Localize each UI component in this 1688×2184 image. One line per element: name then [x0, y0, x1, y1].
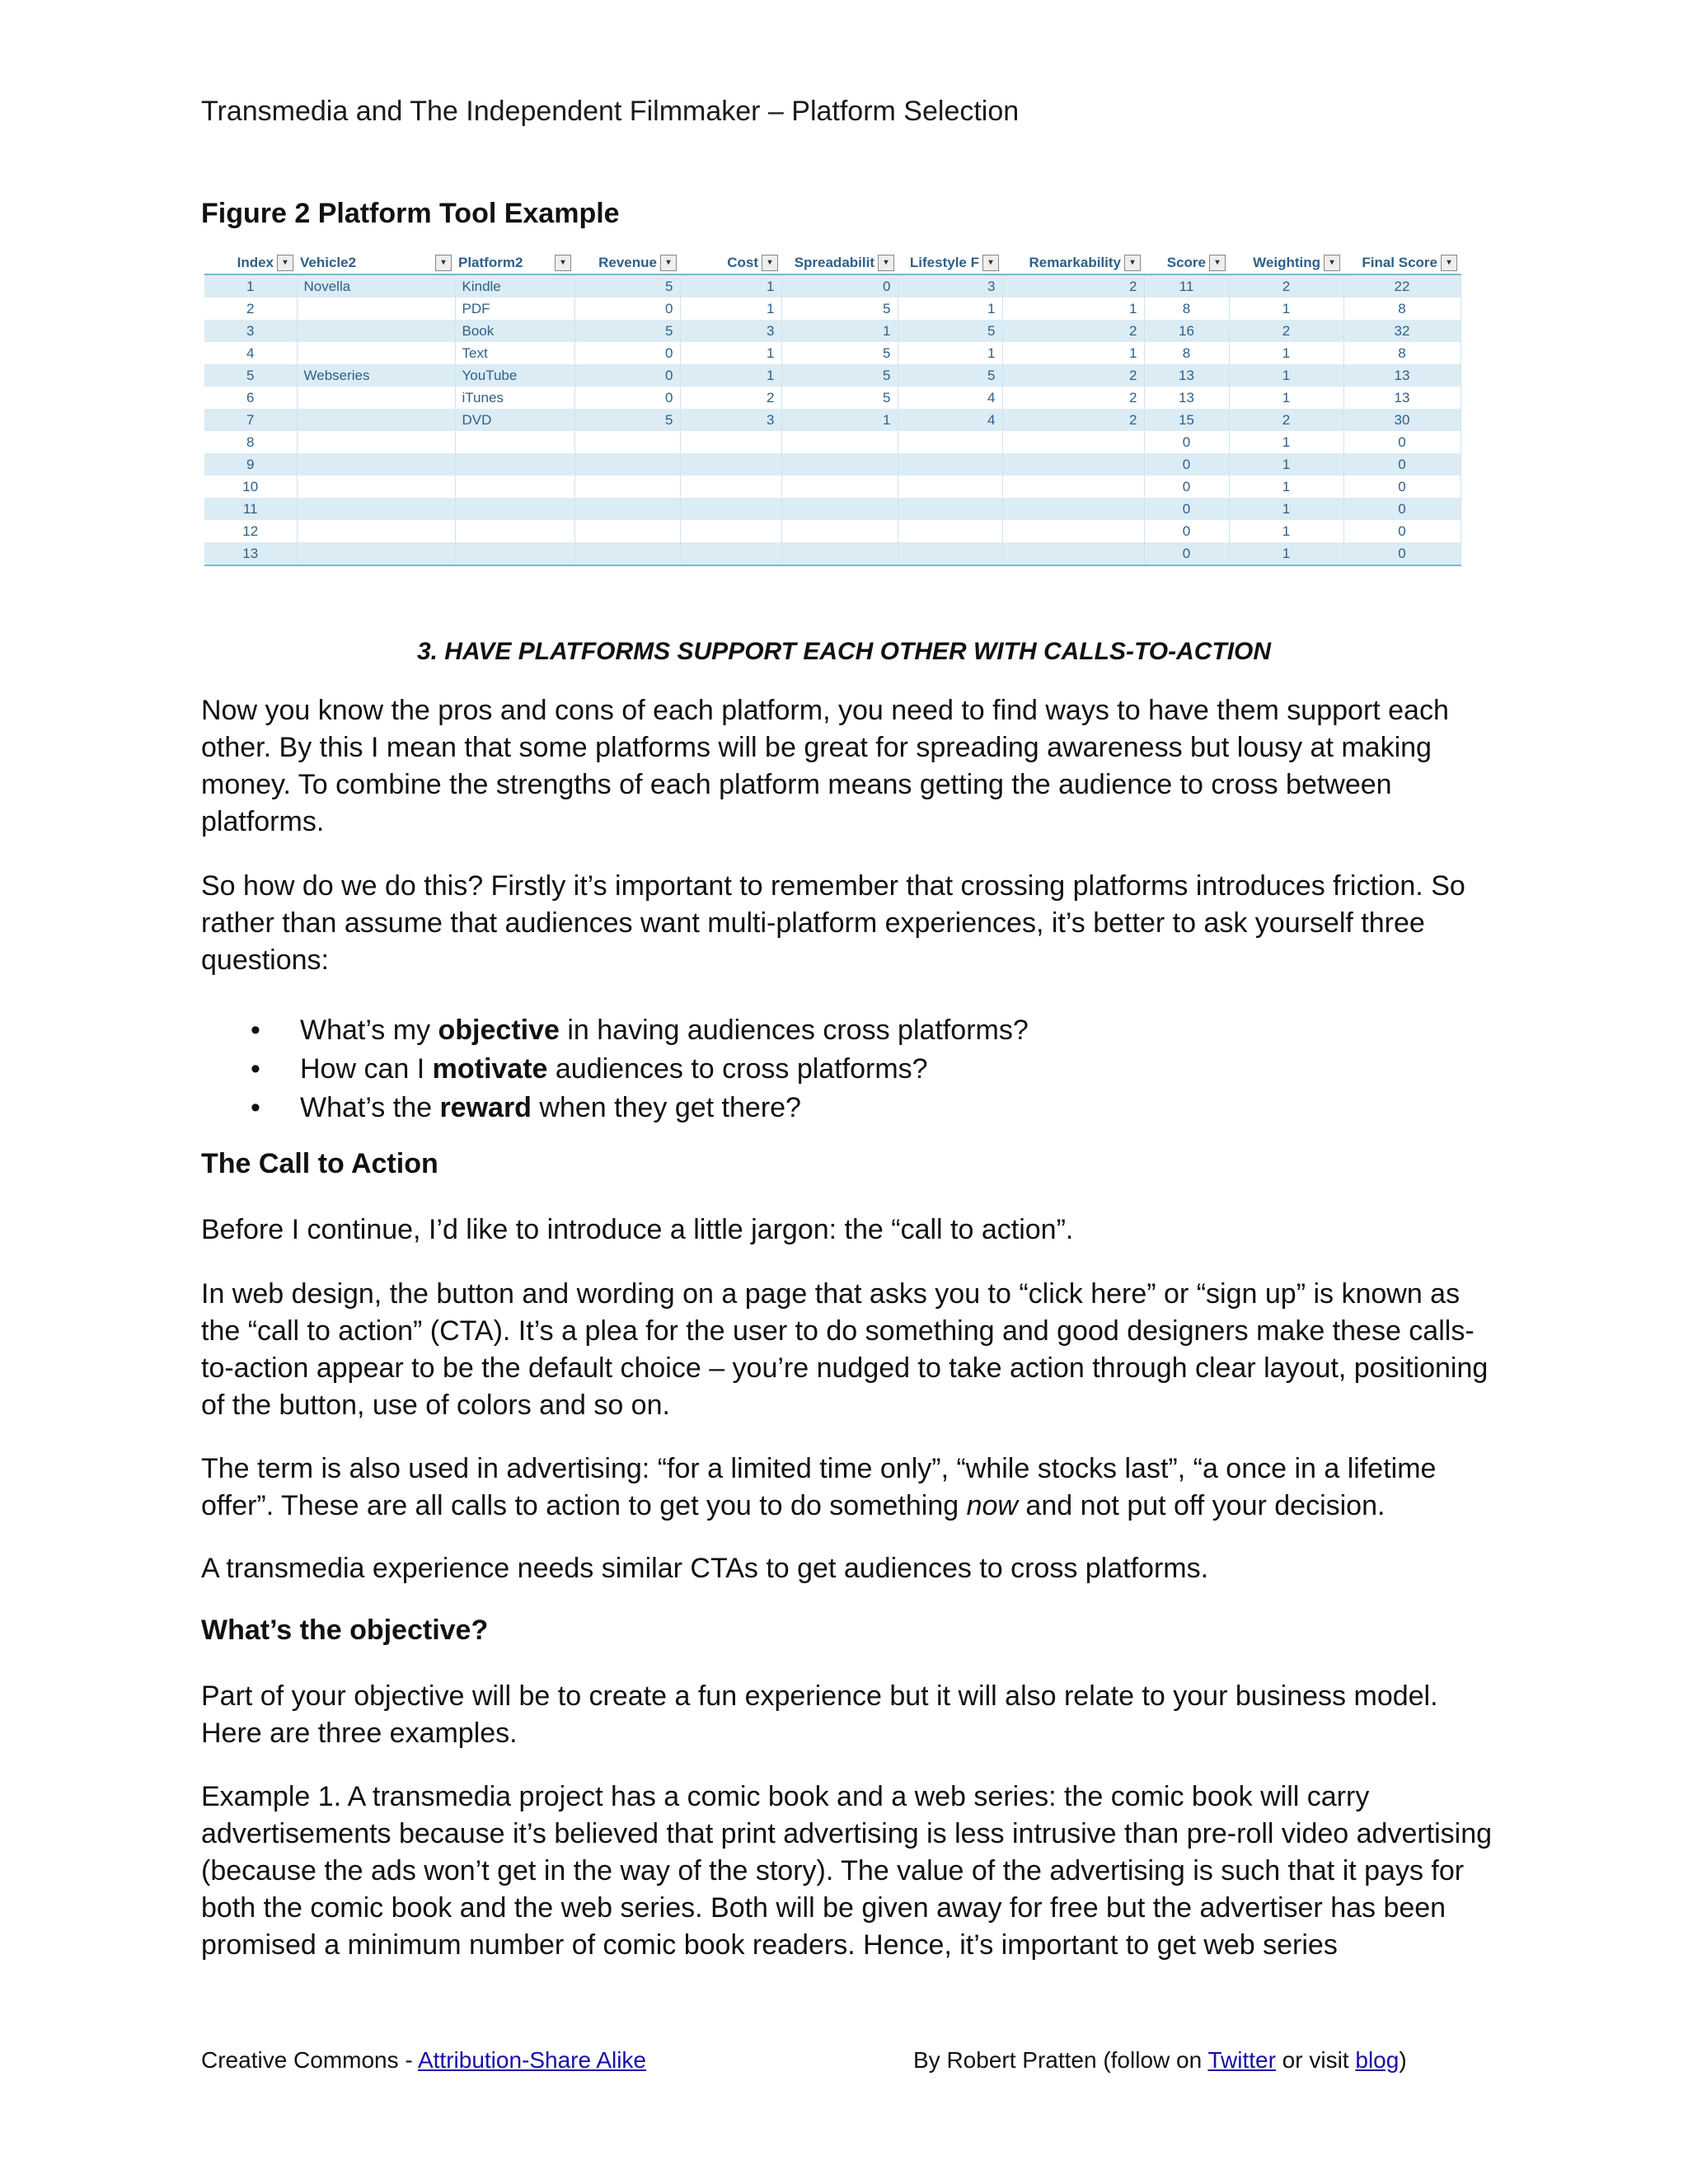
table-cell[interactable]: 2: [1002, 364, 1144, 387]
table-cell[interactable]: [1002, 542, 1144, 565]
table-cell[interactable]: 13: [1343, 387, 1461, 409]
table-cell[interactable]: [297, 342, 455, 364]
table-cell[interactable]: [455, 498, 574, 520]
question-list: [201, 1011, 1029, 1127]
table-cell[interactable]: 1: [680, 298, 781, 320]
filter-dropdown-icon[interactable]: ▾: [435, 255, 452, 271]
table-cell[interactable]: [781, 520, 898, 542]
table-cell[interactable]: [898, 453, 1002, 476]
table-cell[interactable]: 1: [781, 320, 898, 342]
table-cell[interactable]: 8: [204, 431, 297, 453]
table-cell[interactable]: [898, 542, 1002, 565]
table-header-row: [204, 252, 1461, 274]
table-cell[interactable]: [574, 498, 680, 520]
table-cell[interactable]: [297, 387, 455, 409]
column-header: Platform2 ▾: [455, 252, 574, 274]
table-cell[interactable]: 0: [1144, 520, 1229, 542]
table-cell[interactable]: 3: [204, 320, 297, 342]
table-cell[interactable]: [297, 453, 455, 476]
table-cell[interactable]: [574, 520, 680, 542]
table-cell[interactable]: 1: [1229, 342, 1343, 364]
table-cell[interactable]: 13: [1144, 387, 1229, 409]
table-cell[interactable]: 0: [574, 342, 680, 364]
table-cell[interactable]: PDF: [455, 298, 574, 320]
table-cell[interactable]: [297, 409, 455, 431]
table-cell[interactable]: 0: [1343, 520, 1461, 542]
table-cell[interactable]: Novella: [297, 274, 455, 298]
table-cell[interactable]: [1002, 520, 1144, 542]
filter-dropdown-icon[interactable]: ▾: [1124, 255, 1141, 271]
table-row: [204, 387, 1461, 409]
table-cell[interactable]: 5: [898, 364, 1002, 387]
table-cell[interactable]: [574, 453, 680, 476]
table-cell[interactable]: 5: [781, 298, 898, 320]
column-header: Index ▾: [204, 252, 297, 274]
paragraph-transmedia-ctas: A transmedia experience needs similar CTAs to get audiences to cross platforms.: [201, 1553, 1209, 1584]
table-cell[interactable]: 1: [680, 364, 781, 387]
figure-title: Figure 2 Platform Tool Example: [201, 198, 620, 229]
table-cell[interactable]: 10: [204, 476, 297, 498]
column-header: Weighting ▾: [1229, 252, 1343, 274]
table-cell[interactable]: 2: [204, 298, 297, 320]
table-cell[interactable]: [455, 453, 574, 476]
table-cell[interactable]: 11: [1144, 274, 1229, 298]
table-cell[interactable]: Webseries: [297, 364, 455, 387]
column-header: Final Score ▾: [1343, 252, 1461, 274]
filter-dropdown-icon[interactable]: ▾: [1324, 255, 1340, 271]
filter-dropdown-icon[interactable]: ▾: [878, 255, 894, 271]
table-cell[interactable]: [898, 476, 1002, 498]
list-item: • What’s my objective in having audiences cross platforms?: [201, 1011, 1029, 1050]
table-cell[interactable]: 12: [204, 520, 297, 542]
table-body: [204, 274, 1461, 565]
paragraph-advertising: The term is also used in advertising: “for a limited time only”, “while stocks last”, “a once in a lifetime offer”. These are all calls to action to get you to do something now and not put off your decision.: [201, 1453, 1437, 1521]
table-cell[interactable]: 8: [1343, 342, 1461, 364]
table-cell[interactable]: 1: [1229, 520, 1343, 542]
column-header: Vehicle2 ▾: [297, 252, 455, 274]
table-cell[interactable]: [1002, 453, 1144, 476]
table-cell[interactable]: 32: [1343, 320, 1461, 342]
table-cell[interactable]: 8: [1144, 298, 1229, 320]
table-cell[interactable]: [898, 520, 1002, 542]
table-cell[interactable]: 1: [781, 409, 898, 431]
table-cell[interactable]: iTunes: [455, 387, 574, 409]
table-row: [204, 409, 1461, 431]
section-heading: 3. HAVE PLATFORMS SUPPORT EACH OTHER WITH CALLS-TO-ACTION: [416, 638, 1272, 665]
table-cell[interactable]: 1: [1229, 476, 1343, 498]
table-cell[interactable]: 30: [1343, 409, 1461, 431]
table-cell[interactable]: 13: [1144, 364, 1229, 387]
table-row: [204, 498, 1461, 520]
table-cell[interactable]: [680, 542, 781, 565]
table-cell[interactable]: [680, 520, 781, 542]
table-cell[interactable]: 5: [781, 342, 898, 364]
table-cell[interactable]: 2: [1002, 387, 1144, 409]
table-cell[interactable]: [680, 498, 781, 520]
table-cell[interactable]: [781, 498, 898, 520]
list-item: • What’s the reward when they get there?: [201, 1089, 1029, 1127]
cta-heading: The Call to Action: [201, 1148, 438, 1179]
table-cell[interactable]: [898, 498, 1002, 520]
table-cell[interactable]: 0: [1343, 476, 1461, 498]
table-cell[interactable]: 4: [204, 342, 297, 364]
table-cell[interactable]: [781, 453, 898, 476]
table-cell[interactable]: [297, 542, 455, 565]
bullet-icon: •: [251, 1015, 260, 1046]
table-cell[interactable]: Book: [455, 320, 574, 342]
filter-dropdown-icon[interactable]: ▾: [555, 255, 571, 271]
table-cell[interactable]: [1002, 498, 1144, 520]
column-header: Revenue ▾: [574, 252, 680, 274]
table-cell[interactable]: 2: [1229, 409, 1343, 431]
table-cell[interactable]: 1: [1002, 342, 1144, 364]
table-cell[interactable]: 1: [1229, 431, 1343, 453]
paragraph-how-do-we: So how do we do this? Firstly it’s important to remember that crossing platforms introduces friction. So rather than assume that audiences want multi-platform experiences, it’s better to ask yourself three questions:: [201, 870, 1465, 976]
table-row: [204, 274, 1461, 298]
table-cell[interactable]: 16: [1144, 320, 1229, 342]
table-cell[interactable]: DVD: [455, 409, 574, 431]
table-cell[interactable]: 0: [781, 274, 898, 298]
table-cell[interactable]: 0: [574, 364, 680, 387]
table-cell[interactable]: [898, 431, 1002, 453]
table-cell[interactable]: 0: [1343, 431, 1461, 453]
table-cell[interactable]: 5: [574, 409, 680, 431]
table-cell[interactable]: [1002, 476, 1144, 498]
table-cell[interactable]: 1: [1229, 542, 1343, 565]
table-cell[interactable]: [455, 431, 574, 453]
table-cell[interactable]: Text: [455, 342, 574, 364]
table-cell[interactable]: 0: [1144, 498, 1229, 520]
table-cell[interactable]: [297, 498, 455, 520]
table-cell[interactable]: 4: [898, 409, 1002, 431]
paragraph-objective: Part of your objective will be to create a fun experience but it will also relate to your business model. Here are three examples.: [201, 1680, 1438, 1749]
twitter-link[interactable]: Twitter: [1207, 2047, 1276, 2073]
column-header: Spreadabilit ▾: [781, 252, 898, 274]
table-cell[interactable]: [455, 542, 574, 565]
table-cell[interactable]: 0: [1343, 542, 1461, 565]
bullet-icon: •: [251, 1053, 260, 1085]
filter-dropdown-icon[interactable]: ▾: [277, 255, 293, 271]
table-cell[interactable]: 5: [574, 274, 680, 298]
table-cell[interactable]: [455, 520, 574, 542]
table-row: [204, 298, 1461, 320]
table-cell[interactable]: 1: [680, 274, 781, 298]
list-item: • How can I motivate audiences to cross platforms?: [201, 1050, 1029, 1089]
table-cell[interactable]: 3: [680, 320, 781, 342]
table-cell[interactable]: 13: [204, 542, 297, 565]
table-cell[interactable]: 0: [1144, 476, 1229, 498]
table-cell[interactable]: 1: [1229, 387, 1343, 409]
table-cell[interactable]: 2: [680, 387, 781, 409]
filter-dropdown-icon[interactable]: ▾: [1441, 255, 1457, 271]
footer-license: Creative Commons - Attribution-Share Alike: [201, 2047, 647, 2073]
table-cell[interactable]: [297, 320, 455, 342]
table-cell[interactable]: 2: [1229, 320, 1343, 342]
table-row: [204, 431, 1461, 453]
table-cell[interactable]: 0: [1144, 542, 1229, 565]
filter-dropdown-icon[interactable]: ▾: [1209, 255, 1226, 271]
paragraph-web-design: In web design, the button and wording on a page that asks you to “click here” or “sign up” is known as the “call to action” (CTA). It’s a plea for the user to do something and good designers make these calls-to-action appear to be the default choice – you’re nudged to take action through clear layout, positioning of the button, use of colors and so on.: [201, 1278, 1489, 1421]
table-cell[interactable]: [680, 476, 781, 498]
table-cell[interactable]: 1: [1229, 498, 1343, 520]
filter-dropdown-icon[interactable]: ▾: [660, 255, 677, 271]
table-cell[interactable]: 1: [898, 298, 1002, 320]
table-row: [204, 542, 1461, 565]
table-cell[interactable]: 0: [1343, 498, 1461, 520]
table-cell[interactable]: 2: [1229, 274, 1343, 298]
table-cell[interactable]: 0: [574, 298, 680, 320]
table-cell[interactable]: 0: [574, 387, 680, 409]
table-cell[interactable]: [781, 431, 898, 453]
table-cell[interactable]: [297, 298, 455, 320]
column-header: Cost ▾: [680, 252, 781, 274]
table-cell[interactable]: 6: [204, 387, 297, 409]
table-cell[interactable]: 2: [1002, 409, 1144, 431]
table-cell[interactable]: 7: [204, 409, 297, 431]
paragraph-pros-cons: Now you know the pros and cons of each platform, you need to find ways to have them support each other. By this I mean that some platforms will be great for spreading awareness but lousy at making money. To combine the strengths of each platform means getting the audience to cross between platforms.: [201, 695, 1449, 837]
table-row: [204, 364, 1461, 387]
column-header: Score ▾: [1144, 252, 1229, 274]
table-cell[interactable]: [297, 476, 455, 498]
table-row: [204, 320, 1461, 342]
table-cell[interactable]: 5: [204, 364, 297, 387]
license-link[interactable]: Attribution-Share Alike: [417, 2047, 647, 2073]
table-cell[interactable]: 1: [680, 342, 781, 364]
table-cell[interactable]: 9: [204, 453, 297, 476]
table-cell[interactable]: [781, 476, 898, 498]
table-cell[interactable]: 1: [1229, 453, 1343, 476]
footer-author: By Robert Pratten (follow on Twitter or visit blog): [913, 2047, 1407, 2073]
table-cell[interactable]: [574, 431, 680, 453]
table-row: [204, 453, 1461, 476]
table-cell[interactable]: 5: [781, 387, 898, 409]
table-cell[interactable]: 2: [1002, 274, 1144, 298]
column-header: Remarkability ▾: [1002, 252, 1144, 274]
table-cell[interactable]: 2: [1002, 320, 1144, 342]
table-cell[interactable]: 13: [1343, 364, 1461, 387]
table-row: [204, 520, 1461, 542]
platform-tool-table: [204, 252, 1461, 566]
table-cell[interactable]: [297, 520, 455, 542]
table-cell[interactable]: 8: [1144, 342, 1229, 364]
table-row: [204, 476, 1461, 498]
table-cell[interactable]: 1: [1002, 298, 1144, 320]
table-cell[interactable]: 1: [1229, 298, 1343, 320]
table-cell[interactable]: 22: [1343, 274, 1461, 298]
table-cell[interactable]: 0: [1343, 453, 1461, 476]
table-cell[interactable]: YouTube: [455, 364, 574, 387]
filter-dropdown-icon[interactable]: ▾: [982, 255, 999, 271]
table-cell[interactable]: 1: [204, 274, 297, 298]
table-cell[interactable]: [781, 542, 898, 565]
table-cell[interactable]: [574, 476, 680, 498]
blog-link[interactable]: blog: [1355, 2047, 1400, 2073]
table-cell[interactable]: 0: [1144, 453, 1229, 476]
table-cell[interactable]: 5: [574, 320, 680, 342]
bullet-icon: •: [251, 1092, 260, 1123]
table-cell[interactable]: 4: [898, 387, 1002, 409]
column-header: Lifestyle F ▾: [898, 252, 1002, 274]
table-cell[interactable]: 5: [898, 320, 1002, 342]
table-cell[interactable]: 0: [1144, 431, 1229, 453]
table-cell[interactable]: 1: [1229, 364, 1343, 387]
table-row: [204, 342, 1461, 364]
paragraph-example-1: Example 1. A transmedia project has a comic book and a web series: the comic book will carry advertisements because it’s believed that print advertising is less intrusive than pre-roll video advertising (because the ads won’t get in the way of the story). The value of the advertising is such that it pays for both the comic book and the web series. Both will be given away for free but the advertiser has been promised a minimum number of comic book readers. Hence, it’s important to get web series: [201, 1781, 1493, 1961]
table-cell[interactable]: [455, 476, 574, 498]
table-cell[interactable]: [297, 431, 455, 453]
table-cell[interactable]: [1002, 431, 1144, 453]
table-cell[interactable]: [680, 453, 781, 476]
table-cell[interactable]: 1: [898, 342, 1002, 364]
table-cell[interactable]: 11: [204, 498, 297, 520]
table-cell[interactable]: 5: [781, 364, 898, 387]
table-cell[interactable]: 3: [898, 274, 1002, 298]
running-header: Transmedia and The Independent Filmmaker – Platform Selection: [201, 96, 1020, 127]
table-cell[interactable]: 15: [1144, 409, 1229, 431]
table-cell[interactable]: 3: [680, 409, 781, 431]
objective-heading: What’s the objective?: [201, 1615, 489, 1646]
table-cell[interactable]: Kindle: [455, 274, 574, 298]
table-cell[interactable]: 8: [1343, 298, 1461, 320]
filter-dropdown-icon[interactable]: ▾: [762, 255, 778, 271]
paragraph-jargon: Before I continue, I’d like to introduce a little jargon: the “call to action”.: [201, 1214, 1074, 1245]
table-cell[interactable]: [574, 542, 680, 565]
table-cell[interactable]: [680, 431, 781, 453]
